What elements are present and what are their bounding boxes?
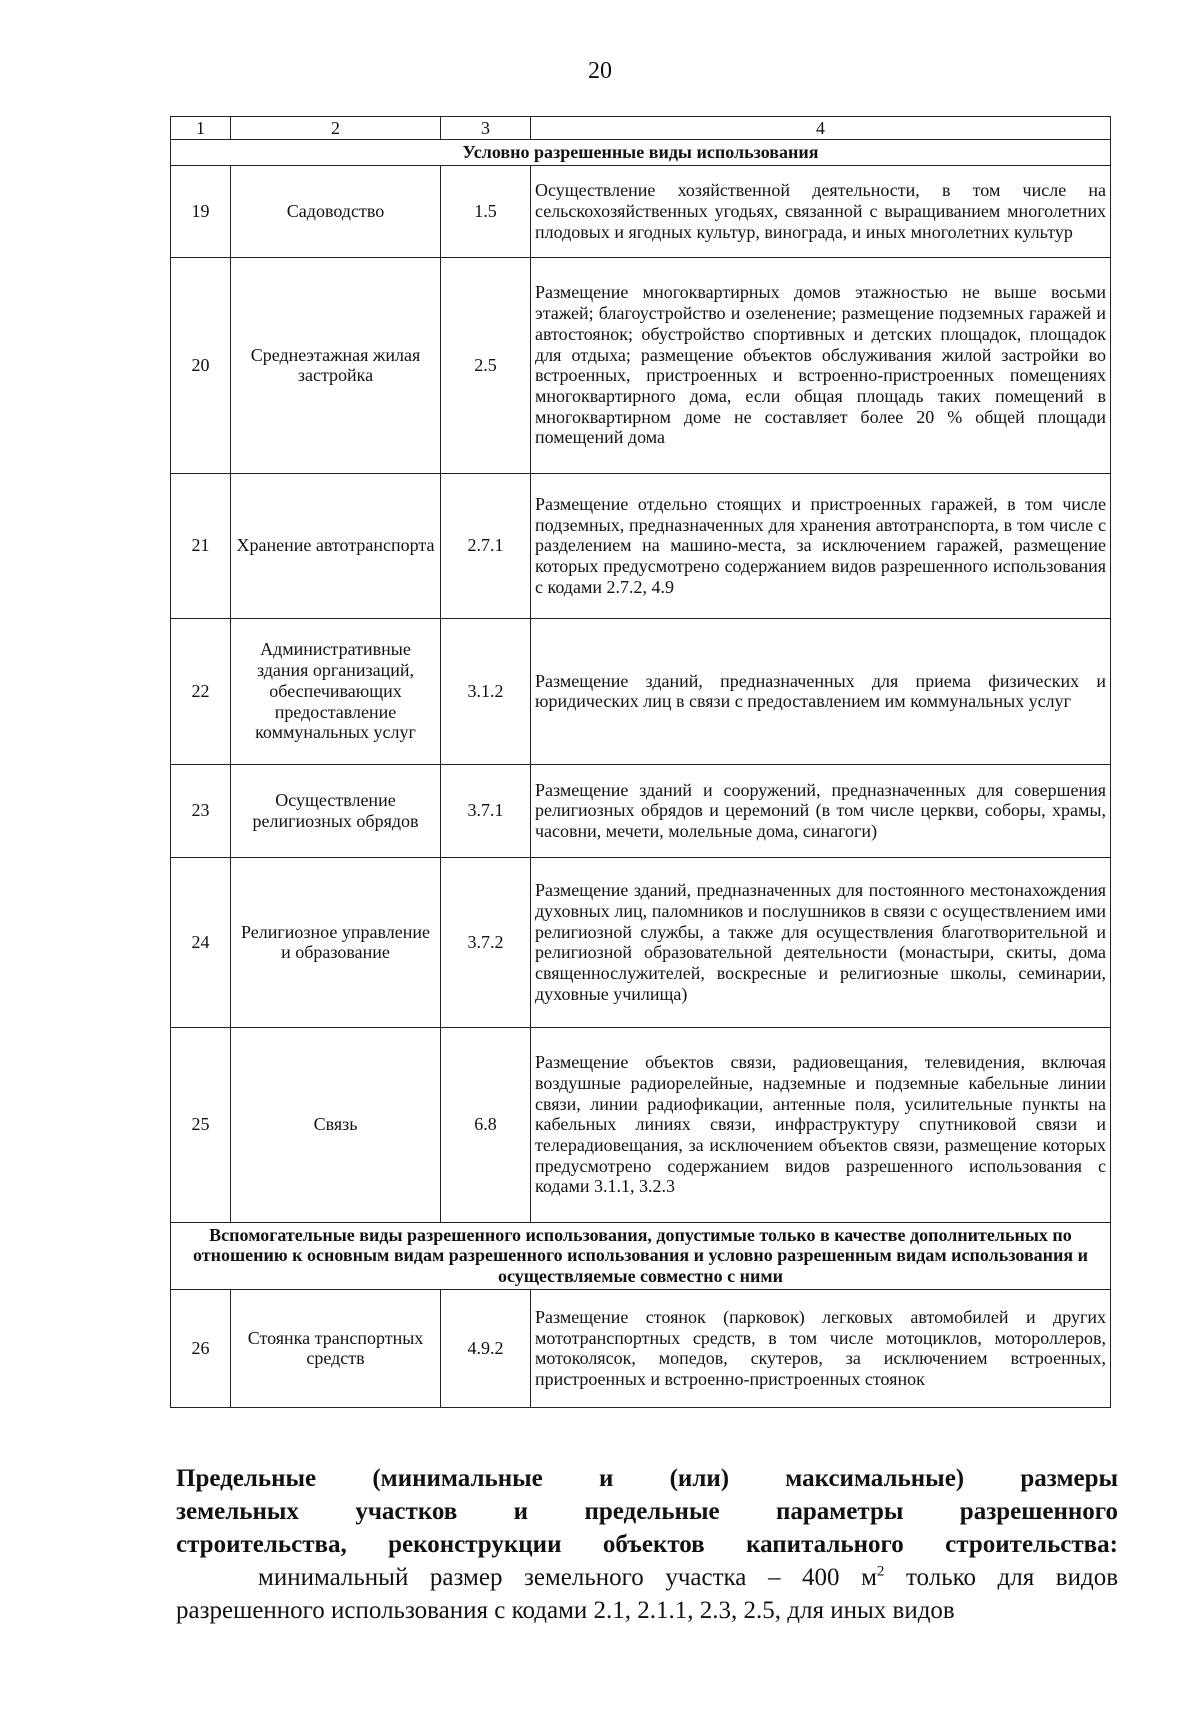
use-type-description: Размещение стоянок (парковок) легковых автомобилей и других мототранспортных средств, в том числе мотоциклов, мотороллеров, мотоколясок, мопедов, скутеров, за исключением встроенных, пристроенных и встроенно-пристроенных стоянок: [531, 1289, 1111, 1407]
row-number: 23: [171, 764, 231, 857]
use-type-code: 1.5: [441, 165, 531, 257]
use-type-code: 3.7.1: [441, 764, 531, 857]
row-number: 24: [171, 857, 231, 1027]
paragraph-text: только для видов разрешенного использования с кодами 2.1, 2.1.1, 2.3, 2.5, для иных видов: [176, 1564, 1119, 1624]
use-type-code: 3.7.2: [441, 857, 531, 1027]
use-type-name: Религиозное управление и образование: [231, 857, 441, 1027]
row-number: 20: [171, 257, 231, 473]
column-header: 4: [531, 117, 1111, 140]
section-title: Вспомогательные виды разрешенного использования, допустимые только в качестве дополнительных по отношению к основным видам разрешенного использования и условно разрешенным видам использования и осуществляемые совместно с ними: [171, 1222, 1111, 1289]
use-type-name: Административные здания организаций, обеспечивающих предоставление коммунальных услуг: [231, 618, 441, 764]
use-type-code: 4.9.2: [441, 1289, 531, 1407]
page-number: 20: [588, 58, 612, 84]
min-area-paragraph: [176, 1561, 1118, 1627]
use-type-code: 6.8: [441, 1027, 531, 1222]
table-row: [171, 618, 1111, 764]
table-row: [171, 764, 1111, 857]
use-type-description: Размещение объектов связи, радиовещания, телевидения, включая воздушные радиорелейные, надземные и подземные кабельные линии связи, линии радиофикации, антенные поля, усилительные пункты на кабельных линиях связи, инфраструктуру спутниковой связи и телерадиовещания, за исключением объектов связи, размещение которых предусмотрено содержанием видов разрешенного использования с кодами 3.1.1, 3.2.3: [531, 1027, 1111, 1222]
use-type-description: Осуществление хозяйственной деятельности, в том числе на сельскохозяйственных угодьях, связанной с выращиванием многолетних плодовых и ягодных культур, винограда, и иных многолетних культур: [531, 165, 1111, 257]
column-header: 1: [171, 117, 231, 140]
use-type-name: Осуществление религиозных обрядов: [231, 764, 441, 857]
row-number: 19: [171, 165, 231, 257]
table-header-row: [171, 117, 1111, 140]
land-use-table: [170, 116, 1111, 1408]
heading-line: Предельные (минимальные и (или) максимальные) размеры: [176, 1465, 1118, 1492]
section-header-conditional: [171, 140, 1111, 166]
table-row: [171, 473, 1111, 618]
table-row: [171, 857, 1111, 1027]
use-type-code: 3.1.2: [441, 618, 531, 764]
use-type-description: Размещение зданий, предназначенных для постоянного местонахождения духовных лиц, паломников и послушников в связи с осуществлением ими религиозной службы, а также для осуществления благотворительной и религиозной образовательной деятельности (монастыри, скиты, дома священнослужителей, воскресные и религиозные школы, семинарии, духовные училища): [531, 857, 1111, 1027]
row-number: 25: [171, 1027, 231, 1222]
row-number: 21: [171, 473, 231, 618]
use-type-name: Стоянка транспортных средств: [231, 1289, 441, 1407]
table-row: [171, 1027, 1111, 1222]
heading-line: земельных участков и предельные параметры разрешенного: [176, 1498, 1118, 1525]
column-header: 2: [231, 117, 441, 140]
table-row: [171, 257, 1111, 473]
row-number: 22: [171, 618, 231, 764]
parameters-heading: [176, 1462, 1118, 1561]
use-type-name: Связь: [231, 1027, 441, 1222]
use-type-description: Размещение зданий и сооружений, предназначенных для совершения религиозных обрядов и церемоний (в том числе церкви, соборы, храмы, часовни, мечети, молельные дома, синагоги): [531, 764, 1111, 857]
use-type-name: Садоводство: [231, 165, 441, 257]
use-type-name: Хранение автотранспорта: [231, 473, 441, 618]
table-row: [171, 165, 1111, 257]
superscript: 2: [876, 1563, 885, 1580]
column-header: 3: [441, 117, 531, 140]
use-type-name: Среднеэтажная жилая застройка: [231, 257, 441, 473]
section-header-auxiliary: [171, 1222, 1111, 1289]
use-type-description: Размещение многоквартирных домов этажностью не выше восьми этажей; благоустройство и озеленение; размещение подземных гаражей и автостоянок; обустройство спортивных и детских площадок, площадок для отдыха; размещение объектов обслуживания жилой застройки во встроенных, пристроенных и встроенно-пристроенных помещениях многоквартирного дома, если общая площадь таких помещений в многоквартирном доме не составляет более 20 % общей площади помещений дома: [531, 257, 1111, 473]
table-row: [171, 1289, 1111, 1407]
use-type-description: Размещение отдельно стоящих и пристроенных гаражей, в том числе подземных, предназначенных для хранения автотранспорта, в том числе с разделением на машино-места, за исключением гаражей, размещение которых предусмотрено содержанием видов разрешенного использования с кодами 2.7.2, 4.9: [531, 473, 1111, 618]
use-type-description: Размещение зданий, предназначенных для приема физических и юридических лиц в связи с предоставлением им коммунальных услуг: [531, 618, 1111, 764]
use-type-code: 2.7.1: [441, 473, 531, 618]
use-type-code: 2.5: [441, 257, 531, 473]
section-title: Условно разрешенные виды использования: [171, 140, 1111, 166]
heading-line: строительства, реконструкции объектов капитального строительства:: [176, 1531, 1118, 1558]
paragraph-text: минимальный размер земельного участка – 400 м: [258, 1564, 877, 1591]
row-number: 26: [171, 1289, 231, 1407]
parameters-section: [176, 1462, 1118, 1627]
